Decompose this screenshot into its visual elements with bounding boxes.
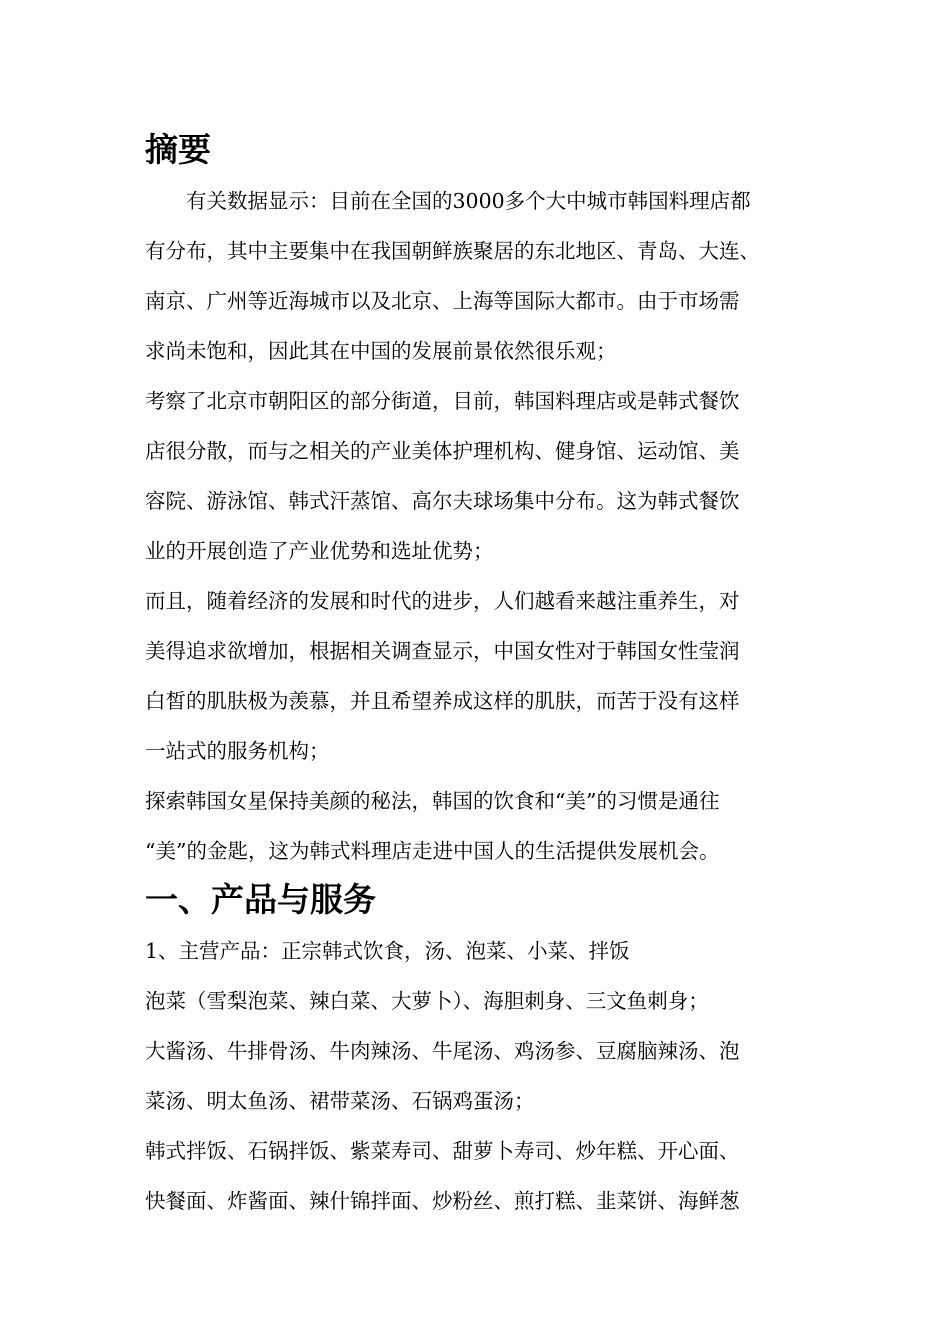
section-paragraph-2	[145, 976, 835, 1026]
paragraph-line: 探索韩国女星保持美颜的秘法，韩国的饮食和“美”的习惯是通往	[145, 789, 720, 813]
paragraph-line: 有关数据显示：目前在全国的3000多个大中城市韩国料理店都	[186, 189, 751, 213]
abstract-paragraph-3	[145, 576, 835, 776]
paragraph-line: 而且，随着经济的发展和时代的进步，人们越看来越注重养生，对	[145, 589, 740, 613]
abstract-heading: 摘要	[145, 130, 211, 169]
abstract-paragraph-1	[145, 176, 835, 376]
section-paragraph-1	[145, 926, 835, 976]
paragraph-line: 考察了北京市朝阳区的部分街道，目前，韩国料理店或是韩式餐饮	[145, 389, 740, 413]
paragraph-line: 美得追求欲增加，根据相关调查显示，中国女性对于韩国女性莹润	[145, 639, 740, 663]
paragraph-line: “美”的金匙，这为韩式料理店走进中国人的生活提供发展机会。	[145, 839, 720, 863]
paragraph-line: 一站式的服务机构；	[145, 739, 330, 763]
abstract-paragraph-4	[145, 776, 835, 876]
paragraph-line: 求尚未饱和，因此其在中国的发展前景依然很乐观；	[145, 339, 617, 363]
abstract-paragraph-2	[145, 376, 835, 576]
paragraph-line: 韩式拌饭、石锅拌饭、紫菜寿司、甜萝卜寿司、炒年糕、开心面、	[145, 1139, 740, 1163]
paragraph-line: 容院、游泳馆、韩式汗蒸馆、高尔夫球场集中分布。这为韩式餐饮	[145, 489, 740, 513]
document-page	[145, 128, 835, 1226]
section-paragraph-4	[145, 1126, 835, 1226]
paragraph-line: 菜汤、明太鱼汤、裙带菜汤、石锅鸡蛋汤；	[145, 1089, 535, 1113]
paragraph-line: 1、主营产品：正宗韩式饮食，汤、泡菜、小菜、拌饭	[145, 939, 630, 963]
paragraph-line: 有分布，其中主要集中在我国朝鲜族聚居的东北地区、青岛、大连、	[145, 239, 760, 263]
section-paragraph-3	[145, 1026, 835, 1126]
paragraph-line: 大酱汤、牛排骨汤、牛肉辣汤、牛尾汤、鸡汤参、豆腐脑辣汤、泡	[145, 1039, 740, 1063]
paragraph-line: 白皙的肌肤极为羡慕，并且希望养成这样的肌肤，而苦于没有这样	[145, 689, 740, 713]
paragraph-line: 店很分散，而与之相关的产业美体护理机构、健身馆、运动馆、美	[145, 439, 740, 463]
paragraph-line: 快餐面、炸酱面、辣什锦拌面、炒粉丝、煎打糕、韭菜饼、海鲜葱	[145, 1189, 740, 1213]
section-heading-products-services: 一、产品与服务	[145, 880, 376, 919]
paragraph-line: 南京、广州等近海城市以及北京、上海等国际大都市。由于市场需	[145, 289, 740, 313]
paragraph-line: 业的开展创造了产业优势和选址优势；	[145, 539, 494, 563]
paragraph-line: 泡菜（雪梨泡菜、辣白菜、大萝卜）、海胆刺身、三文鱼刺身；	[145, 989, 709, 1013]
